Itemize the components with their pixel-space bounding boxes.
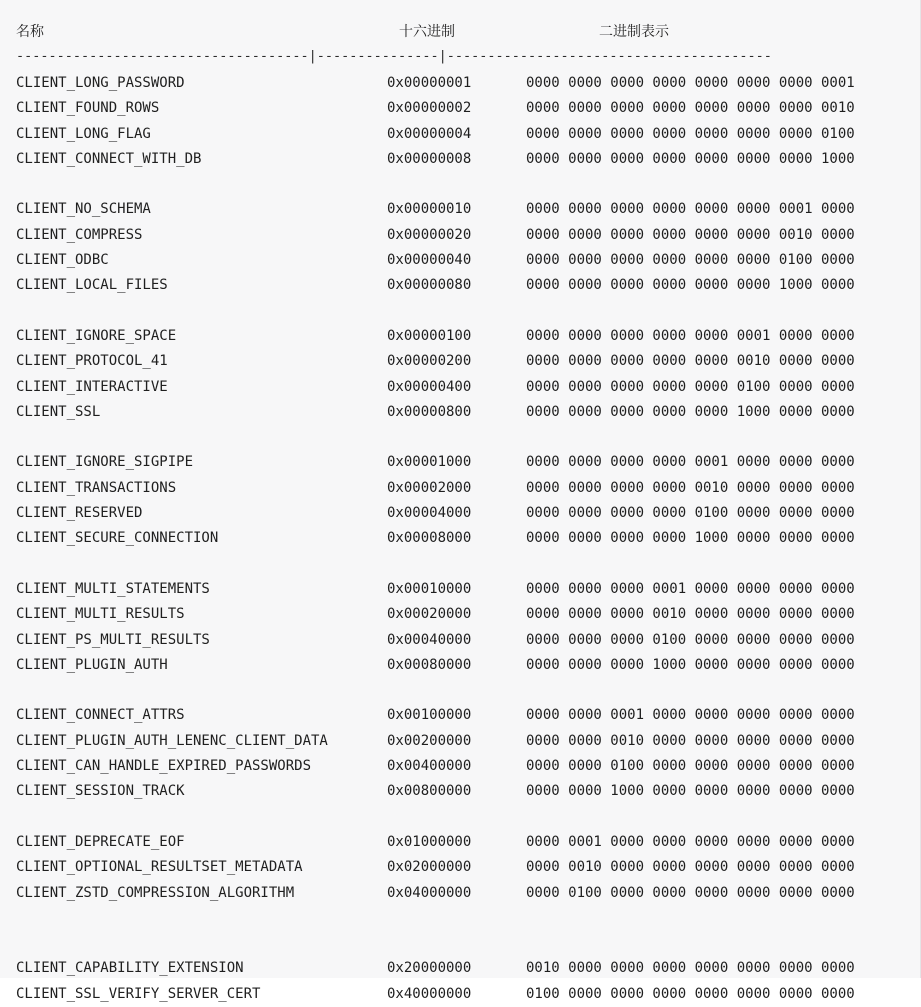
flag-binary: 0010 0000 0000 0000 0000 0000 0000 0000 <box>526 960 855 977</box>
table-row <box>0 982 921 1007</box>
table-row <box>0 375 921 400</box>
flag-hex: 0x20000000 <box>387 960 472 977</box>
flag-binary: 0000 0000 0000 0000 0000 0100 0000 0000 <box>526 378 855 395</box>
table-row <box>0 729 921 754</box>
flag-hex: 0x00000100 <box>387 327 472 344</box>
flag-hex: 0x00001000 <box>387 454 472 471</box>
flag-binary: 0000 0000 0000 0000 1000 0000 0000 0000 <box>526 530 855 547</box>
flag-hex: 0x00000020 <box>387 226 472 243</box>
flag-name: CLIENT_CAPABILITY_EXTENSION <box>16 960 244 977</box>
table-row <box>0 349 921 374</box>
flag-name: CLIENT_ODBC <box>16 252 109 269</box>
flag-binary: 0000 0000 0000 0100 0000 0000 0000 0000 <box>526 631 855 648</box>
flag-binary: 0000 0000 0000 0000 0000 1000 0000 0000 <box>526 403 855 420</box>
flag-name: CLIENT_IGNORE_SPACE <box>16 327 177 344</box>
flag-name: CLIENT_IGNORE_SIGPIPE <box>16 454 194 471</box>
flag-hex: 0x00200000 <box>387 732 472 749</box>
table-row <box>0 855 921 880</box>
group-gap <box>0 805 921 830</box>
flag-name: CLIENT_TRANSACTIONS <box>16 479 177 496</box>
group-gap <box>0 906 921 931</box>
table-row <box>0 779 921 804</box>
flag-name: CLIENT_MULTI_STATEMENTS <box>16 580 210 597</box>
flag-name: CLIENT_LONG_PASSWORD <box>16 75 185 91</box>
flag-binary: 0000 0000 0000 0000 0000 0000 0010 0000 <box>526 226 855 243</box>
header-binary: 二进制表示 <box>599 24 669 40</box>
flag-binary: 0000 0000 0000 0000 0001 0000 0000 0000 <box>526 454 855 471</box>
table-row <box>0 830 921 855</box>
flag-name: CLIENT_SSL <box>16 403 101 420</box>
flag-name: CLIENT_LOCAL_FILES <box>16 277 168 294</box>
table-row <box>0 703 921 728</box>
flag-hex: 0x00010000 <box>387 580 472 597</box>
table-row <box>0 122 921 147</box>
flag-hex: 0x00000004 <box>387 125 472 142</box>
table-row <box>0 653 921 678</box>
table-row <box>0 577 921 602</box>
flag-name: CLIENT_OPTIONAL_RESULTSET_METADATA <box>16 859 303 876</box>
flag-name: CLIENT_PLUGIN_AUTH <box>16 656 168 673</box>
flag-hex: 0x00004000 <box>387 505 472 522</box>
flag-hex: 0x00020000 <box>387 606 472 623</box>
flag-hex: 0x00002000 <box>387 479 472 496</box>
table-row <box>0 147 921 172</box>
group-gap <box>0 425 921 450</box>
flag-binary: 0000 0000 0000 0000 0010 0000 0000 0000 <box>526 479 855 496</box>
flag-table <box>0 71 921 1007</box>
flag-binary: 0000 0000 0000 0000 0000 0000 0100 0000 <box>526 252 855 269</box>
table-row <box>0 324 921 349</box>
flag-hex: 0x40000000 <box>387 985 472 1002</box>
flag-hex: 0x00100000 <box>387 707 472 724</box>
group-gap <box>0 931 921 956</box>
flag-hex: 0x00000008 <box>387 150 472 167</box>
table-row <box>0 628 921 653</box>
table-row <box>0 273 921 298</box>
flag-name: CLIENT_SSL_VERIFY_SERVER_CERT <box>16 985 261 1002</box>
flag-hex: 0x01000000 <box>387 833 472 850</box>
table-row <box>0 197 921 222</box>
flag-name: CLIENT_SECURE_CONNECTION <box>16 530 219 547</box>
flag-name: CLIENT_PLUGIN_AUTH_LENENC_CLIENT_DATA <box>16 732 328 749</box>
table-row <box>0 881 921 906</box>
flag-name: CLIENT_FOUND_ROWS <box>16 100 160 117</box>
flag-name: CLIENT_CONNECT_ATTRS <box>16 707 185 724</box>
table-row <box>0 400 921 425</box>
flag-binary: 0000 0001 0000 0000 0000 0000 0000 0000 <box>526 833 855 850</box>
flag-hex: 0x00008000 <box>387 530 472 547</box>
group-gap <box>0 552 921 577</box>
flag-name: CLIENT_ZSTD_COMPRESSION_ALGORITHM <box>16 884 295 901</box>
flag-binary: 0000 0000 0000 0000 0000 0000 1000 0000 <box>526 277 855 294</box>
flag-hex: 0x00000040 <box>387 252 472 269</box>
flag-hex: 0x00000002 <box>387 100 472 117</box>
header-hex: 十六进制 <box>399 24 455 40</box>
flag-binary: 0000 0000 0000 1000 0000 0000 0000 0000 <box>526 656 855 673</box>
flag-binary: 0000 0000 0100 0000 0000 0000 0000 0000 <box>526 758 855 775</box>
flag-binary: 0000 0000 0000 0001 0000 0000 0000 0000 <box>526 580 855 597</box>
flag-binary: 0000 0000 0010 0000 0000 0000 0000 0000 <box>526 732 855 749</box>
flag-hex: 0x00000080 <box>387 277 472 294</box>
flag-name: CLIENT_INTERACTIVE <box>16 378 168 395</box>
flag-name: CLIENT_MULTI_RESULTS <box>16 606 185 623</box>
flag-name: CLIENT_NO_SCHEMA <box>16 201 151 218</box>
flag-binary: 0000 0000 0000 0000 0000 0010 0000 0000 <box>526 353 855 370</box>
table-row <box>0 602 921 627</box>
flag-name: CLIENT_DEPRECATE_EOF <box>16 833 185 850</box>
flag-hex: 0x04000000 <box>387 884 472 901</box>
flag-binary: 0000 0000 0001 0000 0000 0000 0000 0000 <box>526 707 855 724</box>
flag-binary: 0000 0000 0000 0000 0100 0000 0000 0000 <box>526 505 855 522</box>
flag-hex: 0x00000200 <box>387 353 472 370</box>
flag-binary: 0000 0000 0000 0000 0000 0000 0001 0000 <box>526 201 855 218</box>
flag-hex: 0x00000800 <box>387 403 472 420</box>
flag-binary: 0000 0010 0000 0000 0000 0000 0000 0000 <box>526 859 855 876</box>
flag-name: CLIENT_PROTOCOL_41 <box>16 353 168 370</box>
flag-binary: 0000 0000 0000 0010 0000 0000 0000 0000 <box>526 606 855 623</box>
table-row <box>0 223 921 248</box>
flag-name: CLIENT_LONG_FLAG <box>16 125 151 142</box>
table-row <box>0 96 921 121</box>
flag-name: CLIENT_CONNECT_WITH_DB <box>16 150 202 167</box>
flag-hex: 0x00000010 <box>387 201 472 218</box>
flag-binary: 0100 0000 0000 0000 0000 0000 0000 0000 <box>526 985 855 1002</box>
table-row <box>0 248 921 273</box>
flag-binary: 0000 0100 0000 0000 0000 0000 0000 0000 <box>526 884 855 901</box>
flag-hex: 0x00800000 <box>387 783 472 800</box>
flag-hex: 0x02000000 <box>387 859 472 876</box>
flag-hex: 0x00000400 <box>387 378 472 395</box>
flag-hex: 0x00080000 <box>387 656 472 673</box>
flag-binary: 0000 0000 0000 0000 0000 0000 0000 0001 <box>526 75 855 91</box>
flag-name: CLIENT_RESERVED <box>16 505 143 522</box>
flag-binary: 0000 0000 0000 0000 0000 0000 0000 1000 <box>526 150 855 167</box>
flag-binary: 0000 0000 1000 0000 0000 0000 0000 0000 <box>526 783 855 800</box>
flag-hex: 0x00000001 <box>387 75 472 91</box>
table-row <box>0 450 921 475</box>
flag-name: CLIENT_PS_MULTI_RESULTS <box>16 631 210 648</box>
group-gap <box>0 172 921 197</box>
flag-binary: 0000 0000 0000 0000 0000 0000 0000 0100 <box>526 125 855 142</box>
flag-name: CLIENT_COMPRESS <box>16 226 143 243</box>
table-row <box>0 526 921 551</box>
flag-name: CLIENT_CAN_HANDLE_EXPIRED_PASSWORDS <box>16 758 312 775</box>
flag-binary: 0000 0000 0000 0000 0000 0000 0000 0010 <box>526 100 855 117</box>
header-separator: ------------------------------------|---------------|---------------------------------------- <box>16 48 772 64</box>
flag-name: CLIENT_SESSION_TRACK <box>16 783 185 800</box>
flag-hex: 0x00400000 <box>387 758 472 775</box>
group-gap <box>0 678 921 703</box>
header-name: 名称 <box>16 24 44 40</box>
table-row <box>0 501 921 526</box>
table-row <box>0 71 921 96</box>
flag-binary: 0000 0000 0000 0000 0000 0001 0000 0000 <box>526 327 855 344</box>
flag-hex: 0x00040000 <box>387 631 472 648</box>
table-row <box>0 476 921 501</box>
table-row <box>0 754 921 779</box>
group-gap <box>0 299 921 324</box>
